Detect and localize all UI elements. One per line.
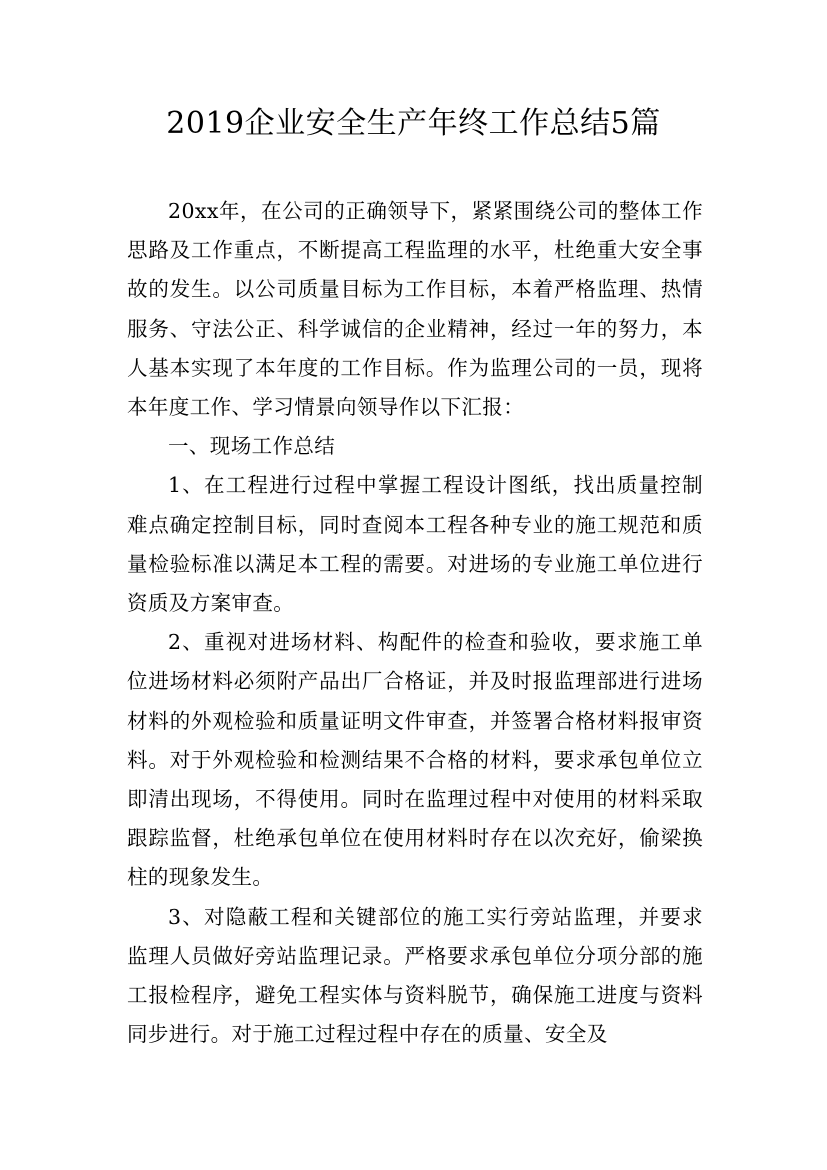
section-heading: 一、现场工作总结 (168, 434, 336, 459)
list-item-2: 2、重视对进场材料、构配件的检查和验收，要求施工单位进场材料必须附产品出厂合格证，并及时报监理部进行进场材料的外观检验和质量证明文件审查，并签署合格材料报审资料。对于外观检验和检测结果不合格的材料，要求承包单位立即清出现场，不得使用。同时在监理过程中对使用的材料采取跟踪监督，杜绝承包单位在使用材料时存在以次充好，偷梁换柱的现象发生。 (127, 630, 703, 890)
document-body (127, 192, 703, 1054)
list-item-1: 1、在工程进行过程中掌握工程设计图纸，找出质量控制难点确定控制目标，同时查阅本工程各种专业的施工规范和质量检验标准以满足本工程的需要。对进场的专业施工单位进行资质及方案审查。 (127, 473, 703, 616)
list-item-3: 3、对隐蔽工程和关键部位的施工实行旁站监理，并要求监理人员做好旁站监理记录。严格要求承包单位分项分部的施工报检程序，避免工程实体与资料脱节，确保施工进度与资料同步进行。对于施工过程过程中存在的质量、安全及 (127, 904, 703, 1047)
document-title: 2019企业安全生产年终工作总结5篇 (166, 106, 661, 141)
intro-paragraph: 20xx年，在公司的正确领导下，紧紧围绕公司的整体工作思路及工作重点，不断提高工程监理的水平，杜绝重大安全事故的发生。以公司质量目标为工作目标，本着严格监理、热情服务、守法公正、科学诚信的企业精神，经过一年的努力，本人基本实现了本年度的工作目标。作为监理公司的一员，现将本年度工作、学习情景向领导作以下汇报： (127, 199, 703, 420)
